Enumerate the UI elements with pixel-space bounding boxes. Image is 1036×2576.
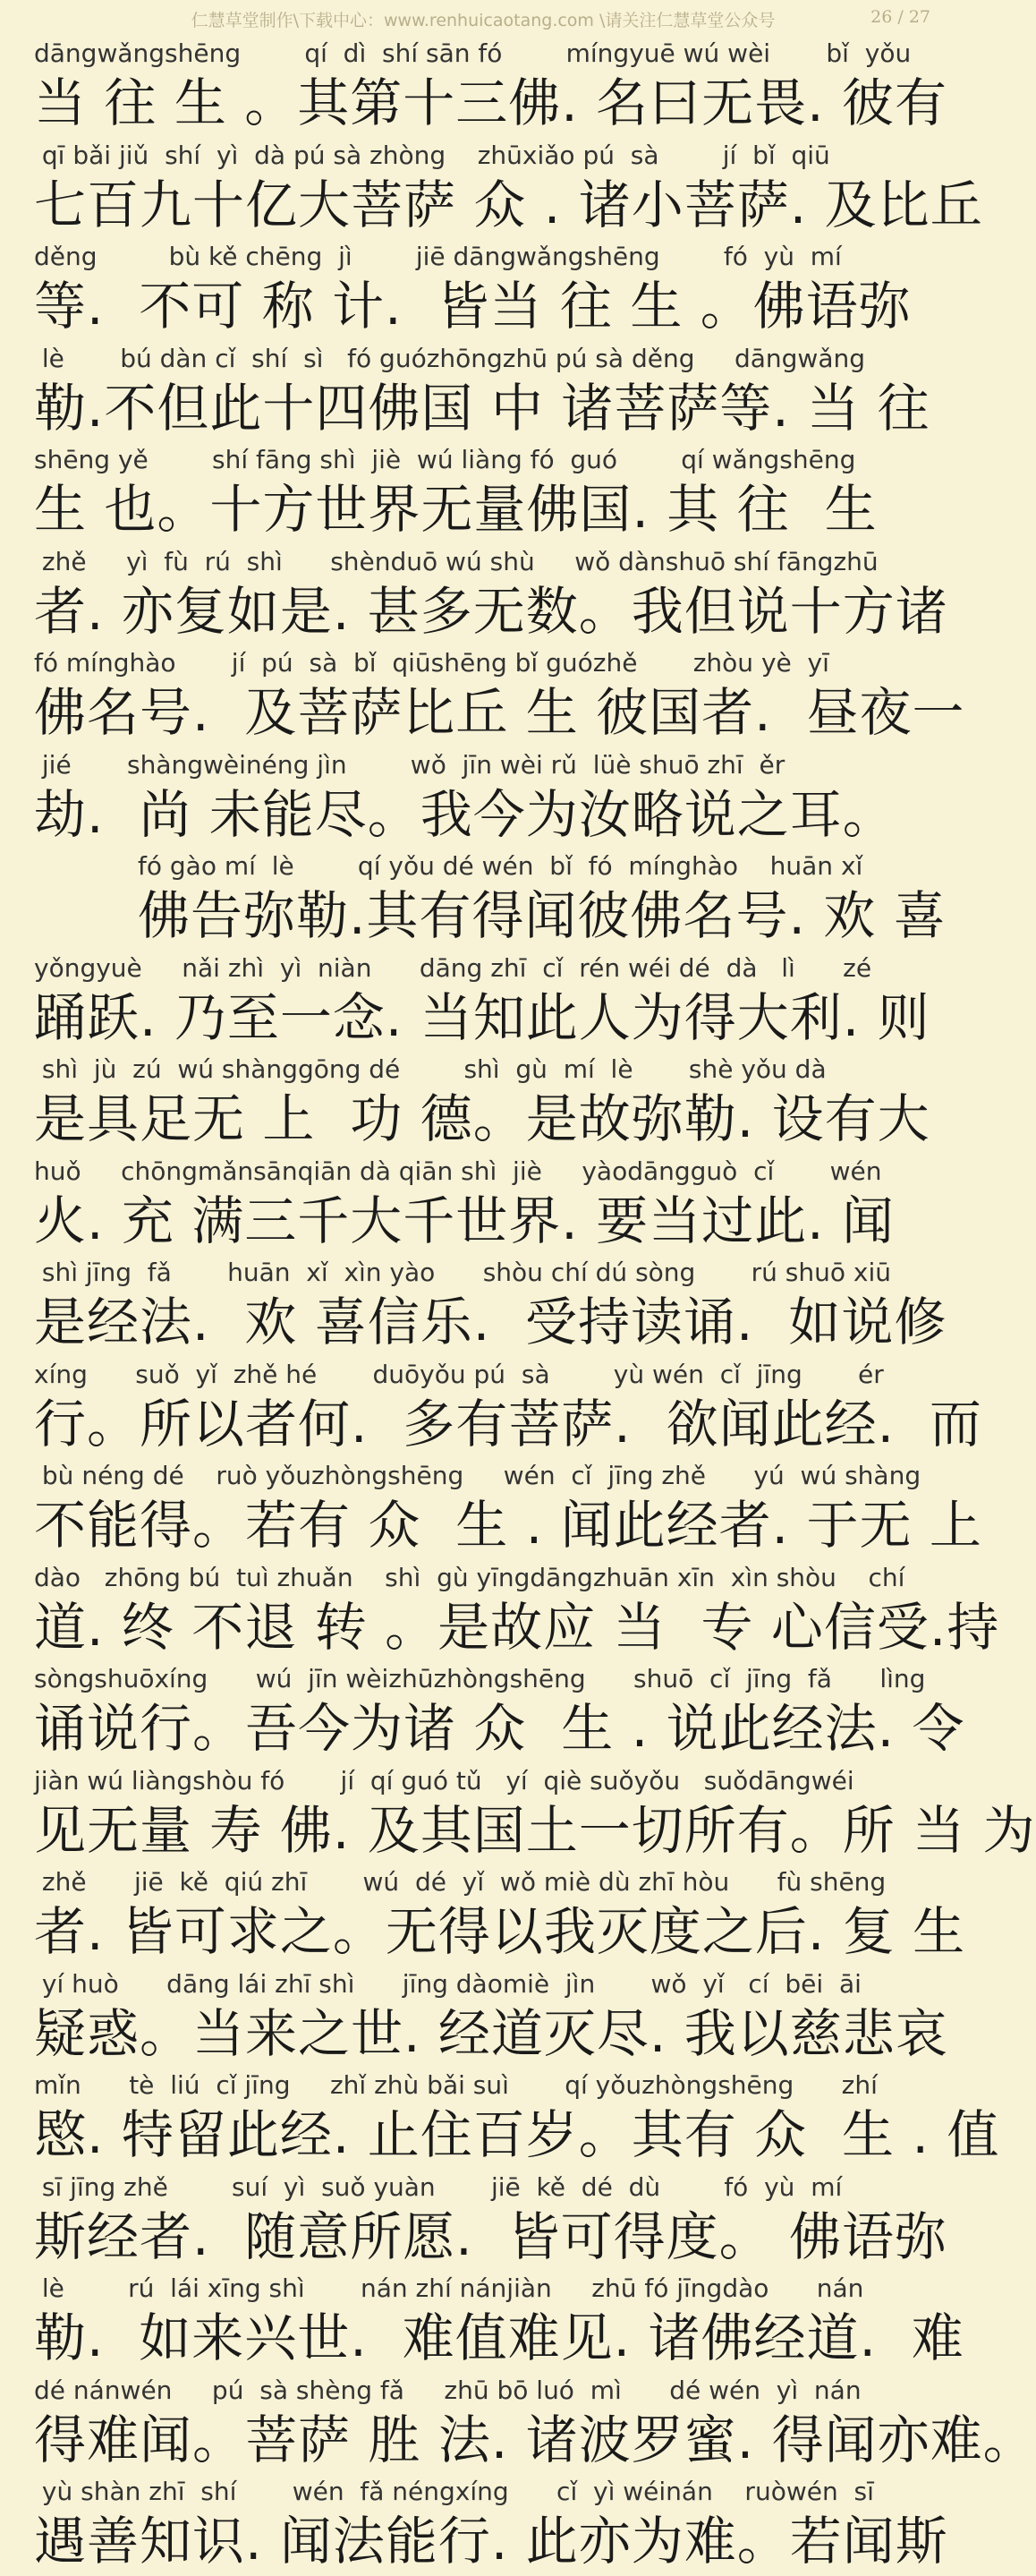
hanzi-line: 劫. 尚 未能尽。我今为汝略说之耳。 — [34, 783, 896, 845]
pinyin-line: fó mínghào jí pú sà bǐ qiūshēng bǐ guózhě zhòu yè yī — [34, 648, 829, 678]
hanzi-line: 者. 亦复如是. 甚多无数。我但说十方诸 — [34, 580, 948, 642]
text-line — [34, 36, 948, 138]
hanzi-line: 踊跃. 乃至一念. 当知此人为得大利. 则 — [34, 986, 930, 1048]
pinyin-line: yǒngyuè nǎi zhì yì niàn dāng zhī cǐ rén wéi dé dà lì zé — [34, 952, 872, 983]
pinyin-line: fó gào mí lè qí yǒu dé wén bǐ fó mínghào huān xǐ — [138, 851, 863, 881]
pinyin-line: dào zhōng bú tuì zhuǎn shì gù yīngdāngzhuān xīn xìn shòu chí — [34, 1562, 905, 1592]
pinyin-line: dé nánwén pú sà shèng fǎ zhū bō luó mì dé wén yì nán — [34, 2375, 862, 2405]
text-line — [34, 2271, 964, 2373]
hanzi-line: 者. 皆可求之。无得以我灭度之后. 复 生 — [34, 1901, 966, 1962]
pinyin-line: shì jīng fǎ huān xǐ xìn yào shòu chí dú sòng rú shuō xiū — [34, 1258, 891, 1287]
hanzi-line: 佛告弥勒.其有得闻彼佛名号. 欢 喜 — [138, 885, 947, 946]
text-line — [34, 1661, 965, 1763]
hanzi-line: 当 往 生 。其第十三佛. 名曰无畏. 彼有 — [34, 73, 948, 133]
text-line — [34, 1357, 982, 1459]
pinyin-line: jié shàngwèinéng jìn wǒ jīn wèi rǔ lüè shuō zhī ěr — [34, 749, 785, 780]
pinyin-line: sī jīng zhě suí yì suǒ yuàn jiē kě dé dù fó yù mí — [34, 2171, 843, 2202]
hanzi-line: 七百九十亿大菩萨 众 . 诸小菩萨. 及比丘 — [34, 174, 983, 235]
text-line — [34, 239, 934, 341]
text-line — [34, 2068, 1000, 2170]
text-line — [34, 1458, 982, 1560]
pinyin-line: jiàn wú liàngshòu fó jí qí guó tǔ yí qiè suǒyǒu suǒdāngwéi — [34, 1765, 854, 1796]
pinyin-line: zhě jiē kě qiú zhī wú dé yǐ wǒ miè dù zhī hòu fù shēng — [34, 1867, 887, 1897]
pinyin-line: dāngwǎngshēng qí dì shí sān fó míngyuē wú wèi bǐ yǒu — [34, 38, 912, 68]
text-line — [34, 645, 965, 747]
hanzi-line: 行。所以者何. 多有菩萨. 欲闻此经. 而 — [34, 1393, 982, 1454]
text-line — [34, 442, 934, 544]
text-line — [34, 951, 934, 1053]
text-line — [34, 2170, 948, 2272]
text-line — [34, 138, 983, 240]
hanzi-line: 斯经者. 随意所愿. 皆可得度。 佛语弥 — [34, 2205, 948, 2267]
page-header: 仁慧草堂制作\下载中心：www.renhuicaotang.com \请关注仁慧草堂公众号 — [191, 11, 776, 30]
text-line — [34, 1560, 1000, 1662]
page-number: 26 / 27 — [870, 7, 930, 27]
hanzi-line: 火. 充 满三千大千世界. 要当过此. 闻 — [34, 1190, 896, 1251]
hanzi-line: 是经法. 欢 喜信乐. 受持读诵. 如说修 — [34, 1292, 947, 1352]
pinyin-line: yù shàn zhī shí wén fǎ néngxíng cǐ yì wéinán ruòwén sī — [34, 2477, 874, 2506]
hanzi-line: 佛名号. 及菩萨比丘 生 彼国者. 昼夜一 — [34, 682, 965, 743]
pinyin-line: sòngshuōxíng wú jīn wèizhūzhòngshēng shuō cǐ jīng fǎ lìng — [34, 1664, 926, 1693]
pinyin-line: lè rú lái xīng shì nán zhí nánjiàn zhū fó jīngdào nán — [34, 2273, 864, 2303]
text-line — [34, 2373, 1036, 2475]
text-line — [34, 1154, 934, 1256]
pinyin-line: děng bù kě chēng jì jiē dāngwǎngshēng fó yù mí — [34, 242, 842, 271]
hanzi-line: 勒.不但此十四佛国 中 诸菩萨等. 当 往 — [34, 377, 930, 439]
hanzi-line: 疑惑。当来之世. 经道灭尽. 我以慈悲哀 — [34, 2002, 948, 2064]
pinyin-line: xíng suǒ yǐ zhě hé duōyǒu pú sà yù wén cǐ jīng ér — [34, 1359, 884, 1389]
text-line — [34, 1763, 1036, 1865]
hanzi-line: 是具足无 上 功 德。是故弥勒. 设有大 — [34, 1088, 930, 1149]
text-line — [34, 1052, 934, 1154]
pinyin-line: bù néng dé ruò yǒuzhòngshēng wén cǐ jīng zhě yú wú shàng — [34, 1461, 921, 1490]
sutra-text — [34, 36, 1036, 2576]
text-line — [34, 341, 934, 443]
pinyin-line: shēng yě shí fāng shì jiè wú liàng fó guó qí wǎngshēng — [34, 445, 856, 474]
pinyin-line: zhě yì fù rú shì shènduō wú shù wǒ dànshuō shí fāngzhū — [34, 546, 879, 576]
pinyin-line: lè bú dàn cǐ shí sì fó guózhōngzhū pú sà děng dāngwǎng — [34, 343, 866, 373]
pinyin-line: mǐn tè liú cǐ jīng zhǐ zhù bǎi suì qí yǒuzhòngshēng zhí — [34, 2070, 878, 2100]
text-line — [34, 2474, 948, 2576]
text-line — [34, 1966, 948, 2068]
pinyin-line: qī bǎi jiǔ shí yì dà pú sà zhòng zhūxiǎo pú sà jí bǐ qiū — [34, 140, 830, 170]
hanzi-line: 愍. 特留此经. 止住百岁。其有 众 生 . 值 — [34, 2104, 1000, 2165]
hanzi-line: 勒. 如来兴世. 难值难见. 诸佛经道. 难 — [34, 2307, 964, 2368]
pinyin-line: shì jù zú wú shànggōng dé shì gù mí lè shè yǒu dà — [34, 1054, 827, 1084]
pinyin-line: yí huò dāng lái zhī shì jīng dàomiè jìn wǒ yǐ cí bēi āi — [34, 1968, 862, 1999]
hanzi-line: 诵说行。吾今为诸 众 生 . 说此经法. 令 — [34, 1698, 965, 1759]
hanzi-line: 见无量 寿 佛. 及其国土一切所有。所 当 为 — [34, 1799, 1036, 1861]
hanzi-line: 得难闻。菩萨 胜 法. 诸波罗蜜. 得闻亦难。 — [34, 2409, 1036, 2470]
hanzi-line: 生 也。十方世界无量佛国. 其 往 生 — [34, 479, 878, 540]
pinyin-line: huǒ chōngmǎnsānqiān dà qiān shì jiè yàodāngguò cǐ wén — [34, 1156, 882, 1186]
hanzi-line: 不能得。若有 众 生 . 闻此经者. 于无 上 — [34, 1495, 982, 1556]
text-line — [34, 747, 934, 849]
hanzi-line: 道. 终 不退 转 。是故应 当 专 心信受.持 — [34, 1596, 1000, 1658]
text-line — [34, 849, 947, 951]
text-line — [34, 1255, 947, 1357]
text-line — [34, 544, 948, 646]
hanzi-line: 等. 不可 称 计. 皆当 往 生 。佛语弥 — [34, 276, 912, 337]
hanzi-line: 遇善知识. 闻法能行. 此亦为难。若闻斯 — [34, 2511, 948, 2572]
text-line — [34, 1864, 966, 1966]
